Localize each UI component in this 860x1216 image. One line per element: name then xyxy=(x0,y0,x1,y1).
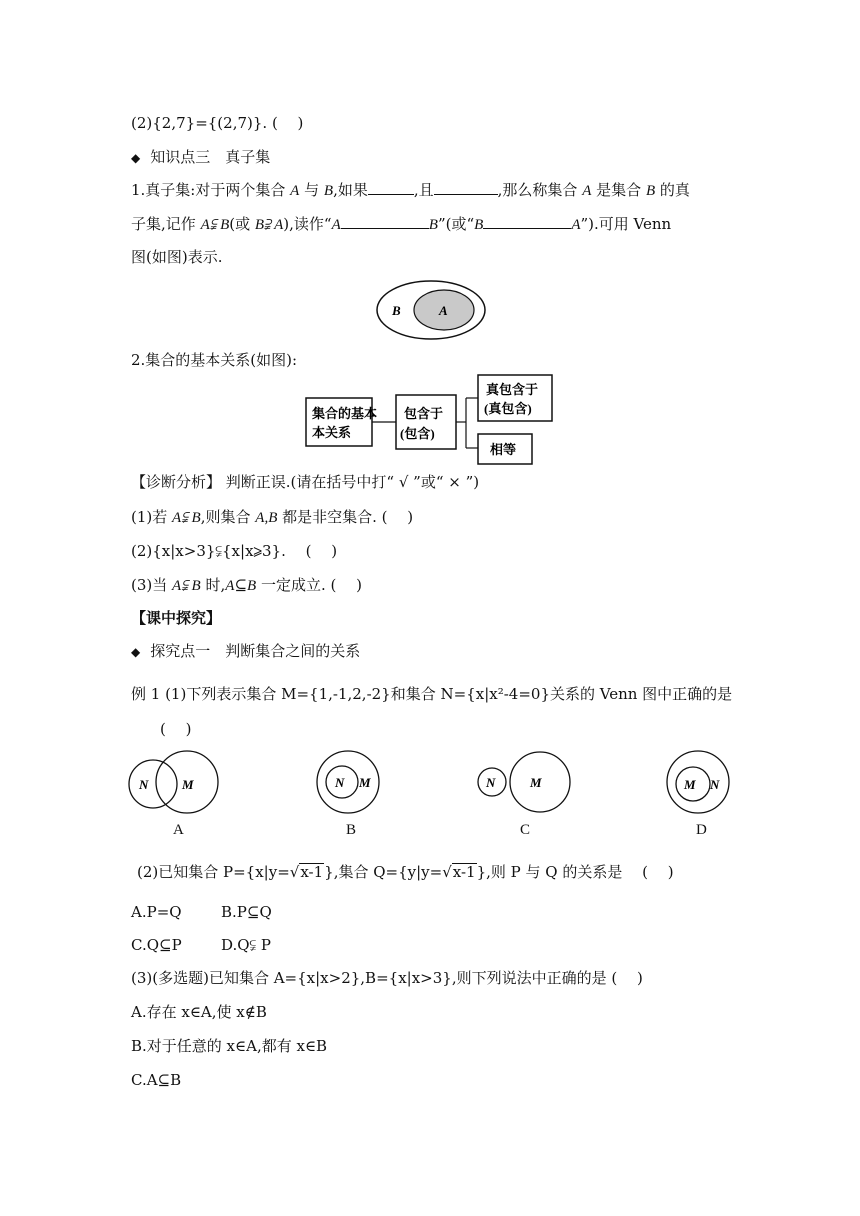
venn-diagram-subset xyxy=(375,279,487,341)
sqrt-expression: x-1 xyxy=(452,863,476,881)
svg-text:M: M xyxy=(359,775,371,790)
svg-text:N: N xyxy=(710,777,720,792)
choice-label-b: B xyxy=(346,822,357,838)
option-d[interactable]: D.Q⫋ P xyxy=(221,936,272,954)
option-a[interactable]: A.P=Q xyxy=(131,903,182,921)
choice-label-a: A xyxy=(173,822,184,838)
relation-diagram xyxy=(300,370,560,468)
example-1-part-2: (2)已知集合 P={x|y=√x-1},集合 Q={y|y=√x-1},则 P 与 Q 的关系是 ( ) xyxy=(137,863,674,881)
mid-box-line1: 包含于 xyxy=(404,406,444,421)
section-heading-3 xyxy=(131,147,270,168)
option-3b[interactable]: B.对于任意的 x∈A,都有 x∈B xyxy=(131,1037,328,1055)
question-2-line: (2){2,7}={(2,7)}. ( ) xyxy=(131,114,304,132)
diagnosis-item-3: (3)当 A⫋ B 时,A⊆B 一定成立. ( ) xyxy=(131,576,362,594)
root-box-line2: 本关系 xyxy=(312,425,352,440)
fill-blank[interactable] xyxy=(434,180,498,195)
section-title: 知识点三 真子集 xyxy=(150,148,271,166)
sqrt-expression: x-1 xyxy=(300,863,324,881)
option-3a[interactable]: A.存在 x∈A,使 x∉B xyxy=(131,1003,267,1021)
svg-text:N: N xyxy=(139,777,149,792)
bottom-box: 相等 xyxy=(490,442,517,457)
svg-text:N: N xyxy=(486,775,496,790)
venn-choice-a[interactable] xyxy=(125,748,225,816)
option-b[interactable]: B.P⊆Q xyxy=(221,903,272,921)
venn-choice-c[interactable] xyxy=(474,748,574,816)
definition-line-1: 1.真子集:对于两个集合 A 与 B,如果 ,且 ,那么称集合 A 是集合 B 的真 xyxy=(131,181,690,199)
option-c[interactable]: C.Q⊆P xyxy=(131,936,182,954)
diamond-bullet-icon: ◆ xyxy=(131,645,141,659)
explore-title: 探究点一 判断集合之间的关系 xyxy=(150,642,361,660)
example-1-paren: ( ) xyxy=(160,720,192,738)
fill-blank[interactable] xyxy=(483,214,571,229)
diagnosis-item-2: (2){x|x>3}⫋{x|x⩾3}. ( ) xyxy=(131,542,338,560)
choice-label-c: C xyxy=(520,822,531,838)
mid-box-line2: (包含) xyxy=(400,426,435,441)
example-1-part-3: (3)(多选题)已知集合 A={x|x>2},B={x|x>3},则下列说法中正确的是 ( ) xyxy=(131,969,643,987)
option-3c[interactable]: C.A⊆B xyxy=(131,1071,182,1089)
venn-label-inner: A xyxy=(439,303,448,318)
venn-choice-b[interactable] xyxy=(314,748,384,816)
explore-heading xyxy=(131,641,360,662)
venn-choice-d[interactable] xyxy=(664,748,734,816)
definition-line-3: 图(如图)表示. xyxy=(131,248,223,266)
choice-label-d: D xyxy=(696,822,707,838)
venn-label-outer: B xyxy=(392,303,401,318)
top-box-line1: 真包含于 xyxy=(486,382,539,397)
root-box-line1: 集合的基本 xyxy=(312,406,378,421)
svg-text:N: N xyxy=(335,775,345,790)
svg-text:M: M xyxy=(530,775,542,790)
definition-line-2: 子集,记作 A⫋ B(或 B⫌ A),读作“A B”(或“B A”).可用 Venn xyxy=(131,215,672,233)
diagnosis-item-1: (1)若 A⫋ B,则集合 A,B 都是非空集合. ( ) xyxy=(131,508,414,526)
fill-blank[interactable] xyxy=(368,180,414,195)
fill-blank[interactable] xyxy=(341,214,429,229)
svg-text:M: M xyxy=(684,777,696,792)
diamond-bullet-icon: ◆ xyxy=(131,151,141,165)
relations-heading: 2.集合的基本关系(如图): xyxy=(131,351,298,369)
example-1-stem: 例 1 (1)下列表示集合 M={1,-1,2,-2}和集合 N={x|x²-4=0}关系的 Venn 图中正确的是 xyxy=(131,685,733,703)
class-heading: 【课中探究】 xyxy=(131,609,222,627)
svg-text:M: M xyxy=(182,777,194,792)
top-box-line2: (真包含) xyxy=(484,401,532,416)
diagnosis-heading: 【诊断分析】 判断正误.(请在括号中打“ √ ”或“ × ”) xyxy=(131,473,480,491)
